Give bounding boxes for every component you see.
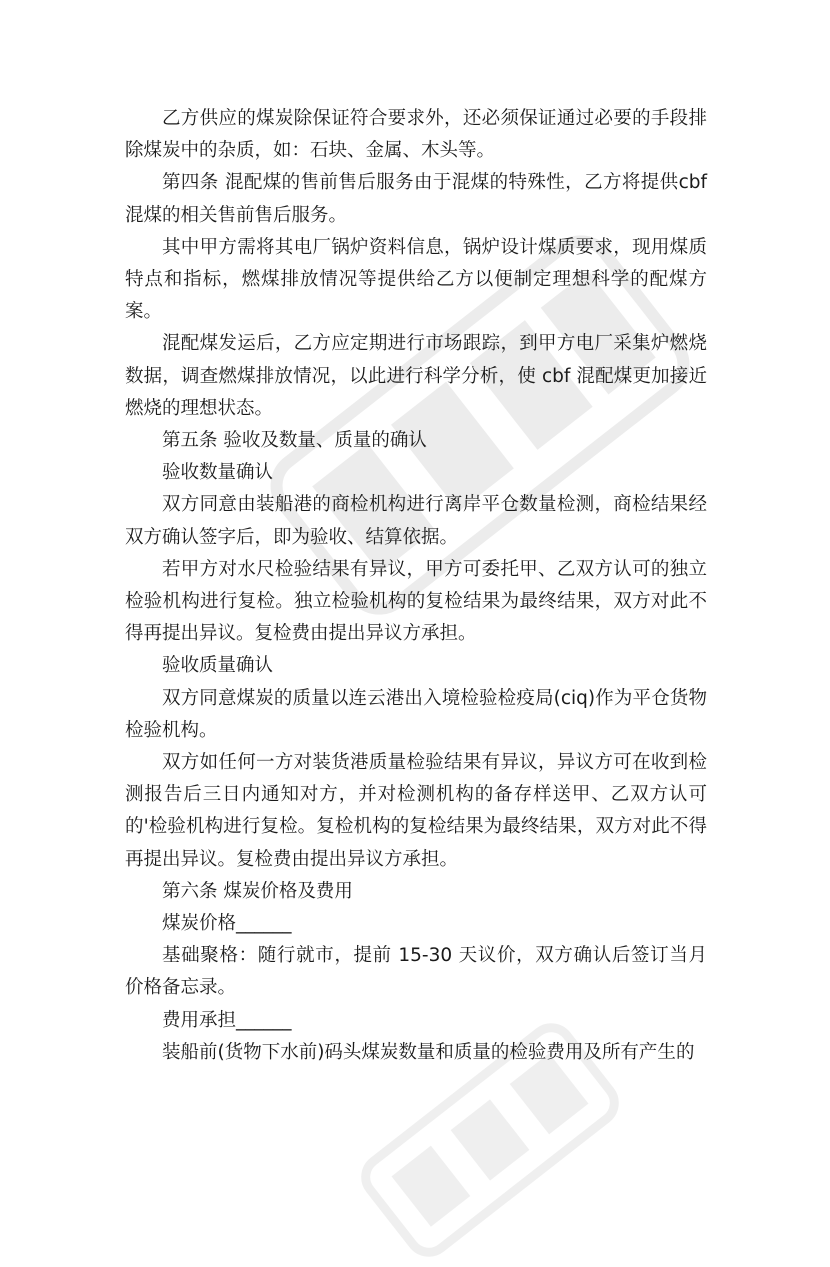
- price-field-line: 煤炭价格______: [162, 913, 292, 935]
- paragraph: 双方同意煤炭的质量以连云港出入境检验检疫局(ciq)作为平仓货物检验机构。: [125, 687, 707, 741]
- paragraph: 混配煤发运后，乙方应定期进行市场跟踪，到甲方电厂采集炉燃烧数据，调查燃煤排放情况，以此进行科学分析，使 cbf 混配煤更加接近燃烧的理想状态。: [125, 333, 707, 419]
- article-5-heading: 第五条 验收及数量、质量的确认: [162, 430, 427, 452]
- article-6-heading: 第六条 煤炭价格及费用: [162, 880, 353, 902]
- paragraph: 基础聚格：随行就市，提前 15-30 天议价，双方确认后签订当月价格备忘录。: [125, 945, 707, 999]
- paragraph: 若甲方对水尺检验结果有异议，甲方可委托甲、乙双方认可的独立检验机构进行复检。独立检验机构的复检结果为最终结果，双方对此不得再提出异议。复检费由提出异议方承担。: [125, 558, 707, 645]
- section-heading: 验收质量确认: [162, 655, 274, 677]
- paragraph: 装船前(货物下水前)码头煤炭数量和质量的检验费用及所有产生的: [162, 1041, 695, 1063]
- cost-field-line: 费用承担______: [162, 1009, 292, 1031]
- paragraph: 双方如任何一方对装货港质量检验结果有异议，异议方可在收到检测报告后三日内通知对方，并对检测机构的备存样送甲、乙双方认可的'检验机构进行复检。复检机构的复检结果为最终结果，双方对此不得再提出异议。复检费由提出异议方承担。: [125, 752, 707, 870]
- section-heading: 验收数量确认: [162, 462, 274, 484]
- article-4-heading: 第四条 混配煤的售前售后服务由于混煤的特殊性，乙方将提供cbf 混煤的相关售前售后服务。: [125, 172, 707, 226]
- paragraph: 乙方供应的煤炭除保证符合要求外，还必须保证通过必要的手段排除煤炭中的杂质，如：石块、金属、木头等。: [125, 108, 707, 162]
- paragraph: 双方同意由装船港的商检机构进行离岸平仓数量检测，商检结果经双方确认签字后，即为验收、结算依据。: [125, 494, 707, 548]
- document-body: [125, 103, 707, 1069]
- paragraph: 其中甲方需将其电厂锅炉资料信息，锅炉设计煤质要求，现用煤质特点和指标，燃煤排放情况等提供给乙方以便制定理想科学的配煤方案。: [125, 236, 707, 323]
